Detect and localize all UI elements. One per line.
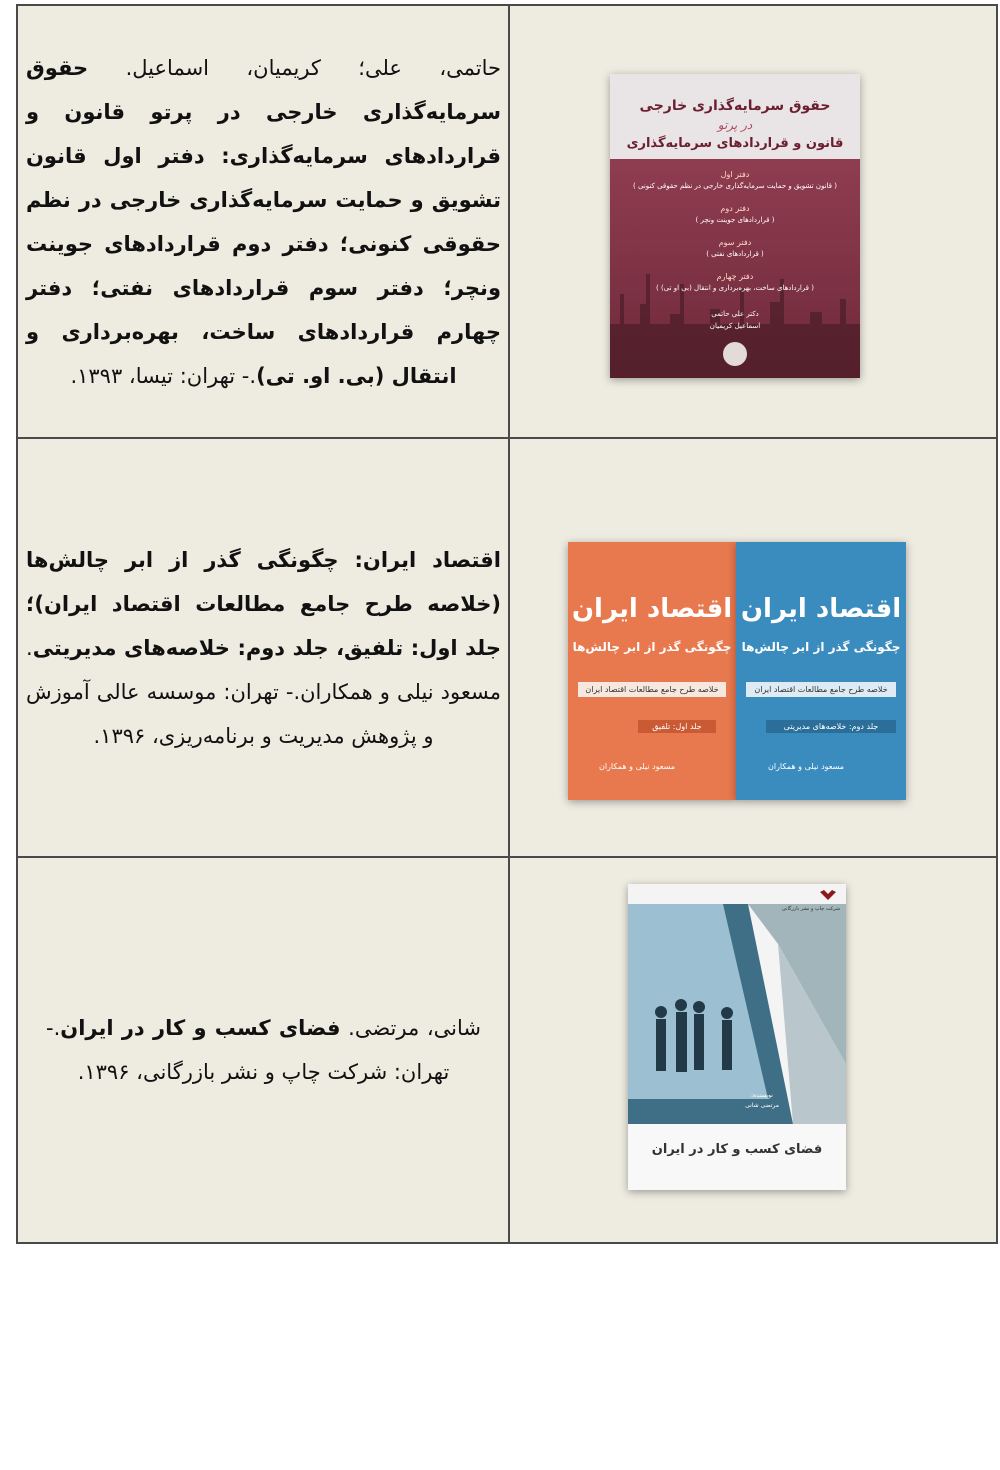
cover-author: مسعود نیلی و همکاران — [767, 762, 845, 771]
cover-title: فضای کسب و کار در ایران — [651, 1142, 823, 1157]
cover-vol1-text: ( قانون تشویق و حمایت سرمایه‌گذاری خارجی در نظم حقوقی کنونی ) — [633, 182, 837, 190]
cover-vol3-label: دفتر سوم — [718, 238, 752, 247]
citation-cell — [26, 6, 501, 437]
cover-title: اقتصاد ایران — [571, 594, 733, 624]
bibliography-table — [16, 4, 998, 1244]
citation-publication: . مسعود نیلی و همکاران.- تهران: موسسه عالی آموزش و پژوهش مدیریت و برنامه‌ریزی، ۱۳۹۶. — [26, 635, 501, 748]
cover-vol2-label: دفتر دوم — [720, 204, 750, 213]
book-cover-volume-2 — [736, 542, 906, 800]
cover-title: اقتصاد ایران — [740, 594, 902, 624]
cover-vol1-label: دفتر اول — [720, 170, 750, 179]
citation-text — [26, 1006, 501, 1094]
book-cover — [628, 884, 846, 1190]
cover-summary: خلاصه طرح جامع مطالعات اقتصاد ایران — [746, 682, 896, 697]
table-row — [18, 439, 996, 858]
citation-title: حقوق سرمایه‌گذاری خارجی در پرتو قانون و قراردادهای سرمایه‌گذاری: دفتر اول قانون تشویق و حمایت سرمایه‌گذاری خارجی در نظم حقوقی کنونی؛ دفتر دوم قراردادهای جوینت ونچر؛ دفتر سوم قراردادهای نفتی؛ دفتر چهارم قراردادهای ساخت، بهره‌برداری و انتقال (بی. او. تی) — [26, 55, 501, 388]
cover-volume: جلد دوم: خلاصه‌های مدیریتی — [766, 720, 896, 733]
citation-title: فضای کسب و کار در ایران — [60, 1016, 341, 1040]
citation-publication: .- تهران: شرکت چاپ و نشر بازرگانی، ۱۳۹۶. — [46, 1016, 450, 1084]
citation-text — [26, 46, 501, 398]
citation-publication: .- تهران: تیسا، ۱۳۹۳. — [70, 363, 257, 388]
cover-author-label: نویسنده: — [751, 1092, 773, 1099]
cover-title-script: در پرتو — [717, 118, 753, 132]
cover-title-bottom: قانون و قراردادهای سرمایه‌گذاری — [626, 136, 844, 151]
citation-authors: شانی، مرتضی. — [340, 1016, 481, 1040]
table-row — [18, 858, 996, 1242]
cover-summary: خلاصه طرح جامع مطالعات اقتصاد ایران — [578, 682, 726, 697]
cover-author2: اسماعیل کریمیان — [709, 322, 761, 330]
table-row — [18, 6, 996, 439]
cover-subtitle: چگونگی گذر از ابر چالش‌ها — [741, 640, 901, 654]
citation-cell — [26, 439, 501, 856]
cover-subtitle: چگونگی گذر از ابر چالش‌ها — [572, 640, 732, 654]
cover-cell — [510, 858, 996, 1242]
book-cover-volume-1 — [568, 542, 736, 800]
citation-authors: حاتمی، علی؛ کریمیان، اسماعیل. — [88, 55, 501, 80]
cover-author: مرتضی شانی — [745, 1102, 779, 1109]
cover-vol4-label: دفتر چهارم — [716, 272, 754, 281]
cover-title-top: حقوق سرمایه‌گذاری خارجی — [639, 98, 831, 114]
cover-volume: جلد اول: تلفیق — [638, 720, 716, 733]
cover-vol2-text: ( قراردادهای جوینت ونچر ) — [695, 216, 775, 224]
citation-text — [26, 538, 501, 758]
cover-vol4-text: ( قراردادهای ساخت، بهره‌برداری و انتقال (بی او تی) ) — [656, 284, 814, 292]
book-cover — [610, 74, 860, 378]
cover-publisher: شرکت چاپ و نشر بازرگانی — [781, 906, 841, 912]
cover-vol3-text: ( قراردادهای نفتی ) — [706, 250, 764, 258]
citation-title: اقتصاد ایران: چگونگی گذر از ابر چالش‌ها (خلاصه طرح جامع مطالعات اقتصاد ایران)؛ جلد اول: تلفیق، جلد دوم: خلاصه‌های مدیریتی — [26, 547, 501, 660]
cover-cell — [510, 439, 996, 856]
cover-cell — [510, 6, 996, 437]
citation-cell — [26, 858, 501, 1242]
cover-author: مسعود نیلی و همکاران — [598, 762, 676, 771]
cover-author1: دکتر علی حاتمی — [711, 310, 759, 318]
